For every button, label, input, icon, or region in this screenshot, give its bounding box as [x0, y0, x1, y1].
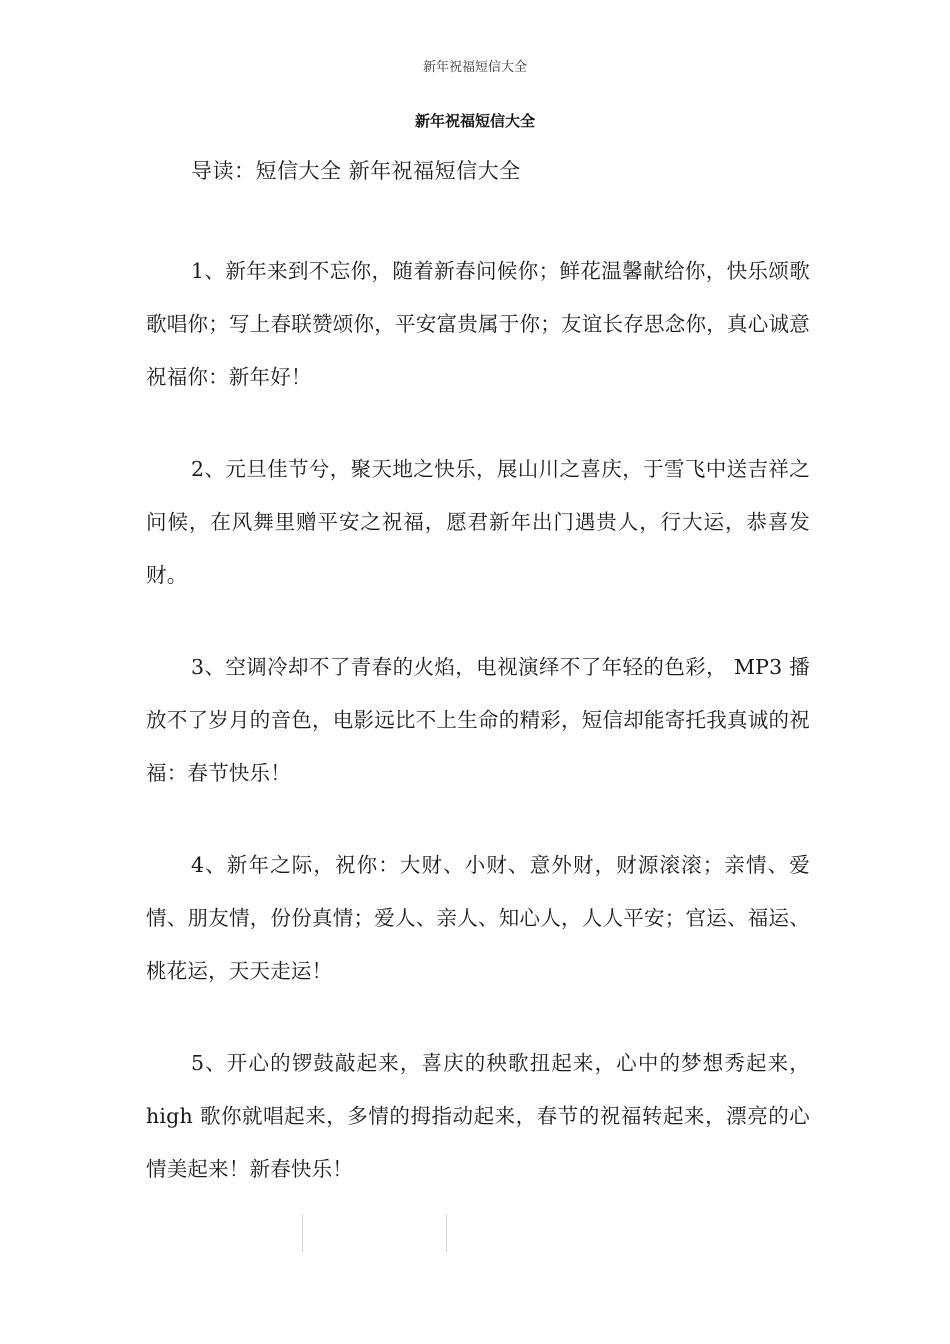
paragraph-3: 3、空调冷却不了青春的火焰，电视演绎不了年轻的色彩， MP3 播放不了岁月的音色，电影远比不上生命的精彩，短信却能寄托我真诚的祝福：春节快乐！	[146, 655, 810, 785]
document-title: 新年祝福短信大全	[414, 112, 535, 130]
paragraph-5: 5、开心的锣鼓敲起来，喜庆的秧歌扭起来，心中的梦想秀起来，high 歌你就唱起来，多情的拇指动起来，春节的祝福转起来，漂亮的心情美起来！新春快乐！	[146, 1051, 810, 1181]
intro-text: 导读：短信大全 新年祝福短信大全	[191, 159, 521, 183]
paragraph-4: 4、新年之际，祝你：大财、小财、意外财，财源滚滚；亲情、爱情、朋友情，份份真情；爱人、亲人、知心人，人人平安；官运、福运、桃花运，天天走运！	[146, 853, 810, 983]
footer-divider-right	[446, 1214, 447, 1252]
footer-divider-left	[302, 1214, 303, 1252]
paragraph-2: 2、元旦佳节兮，聚天地之快乐，展山川之喜庆，于雪飞中送吉祥之问候，在风舞里赠平安之祝福，愿君新年出门遇贵人，行大运，恭喜发财。	[146, 457, 810, 587]
paragraph-1: 1、新年来到不忘你，随着新春问候你；鲜花温馨献给你，快乐颂歌歌唱你；写上春联赞颂你，平安富贵属于你；友谊长存思念你，真心诚意祝福你：新年好！	[146, 259, 810, 389]
running-header: 新年祝福短信大全	[422, 60, 527, 75]
